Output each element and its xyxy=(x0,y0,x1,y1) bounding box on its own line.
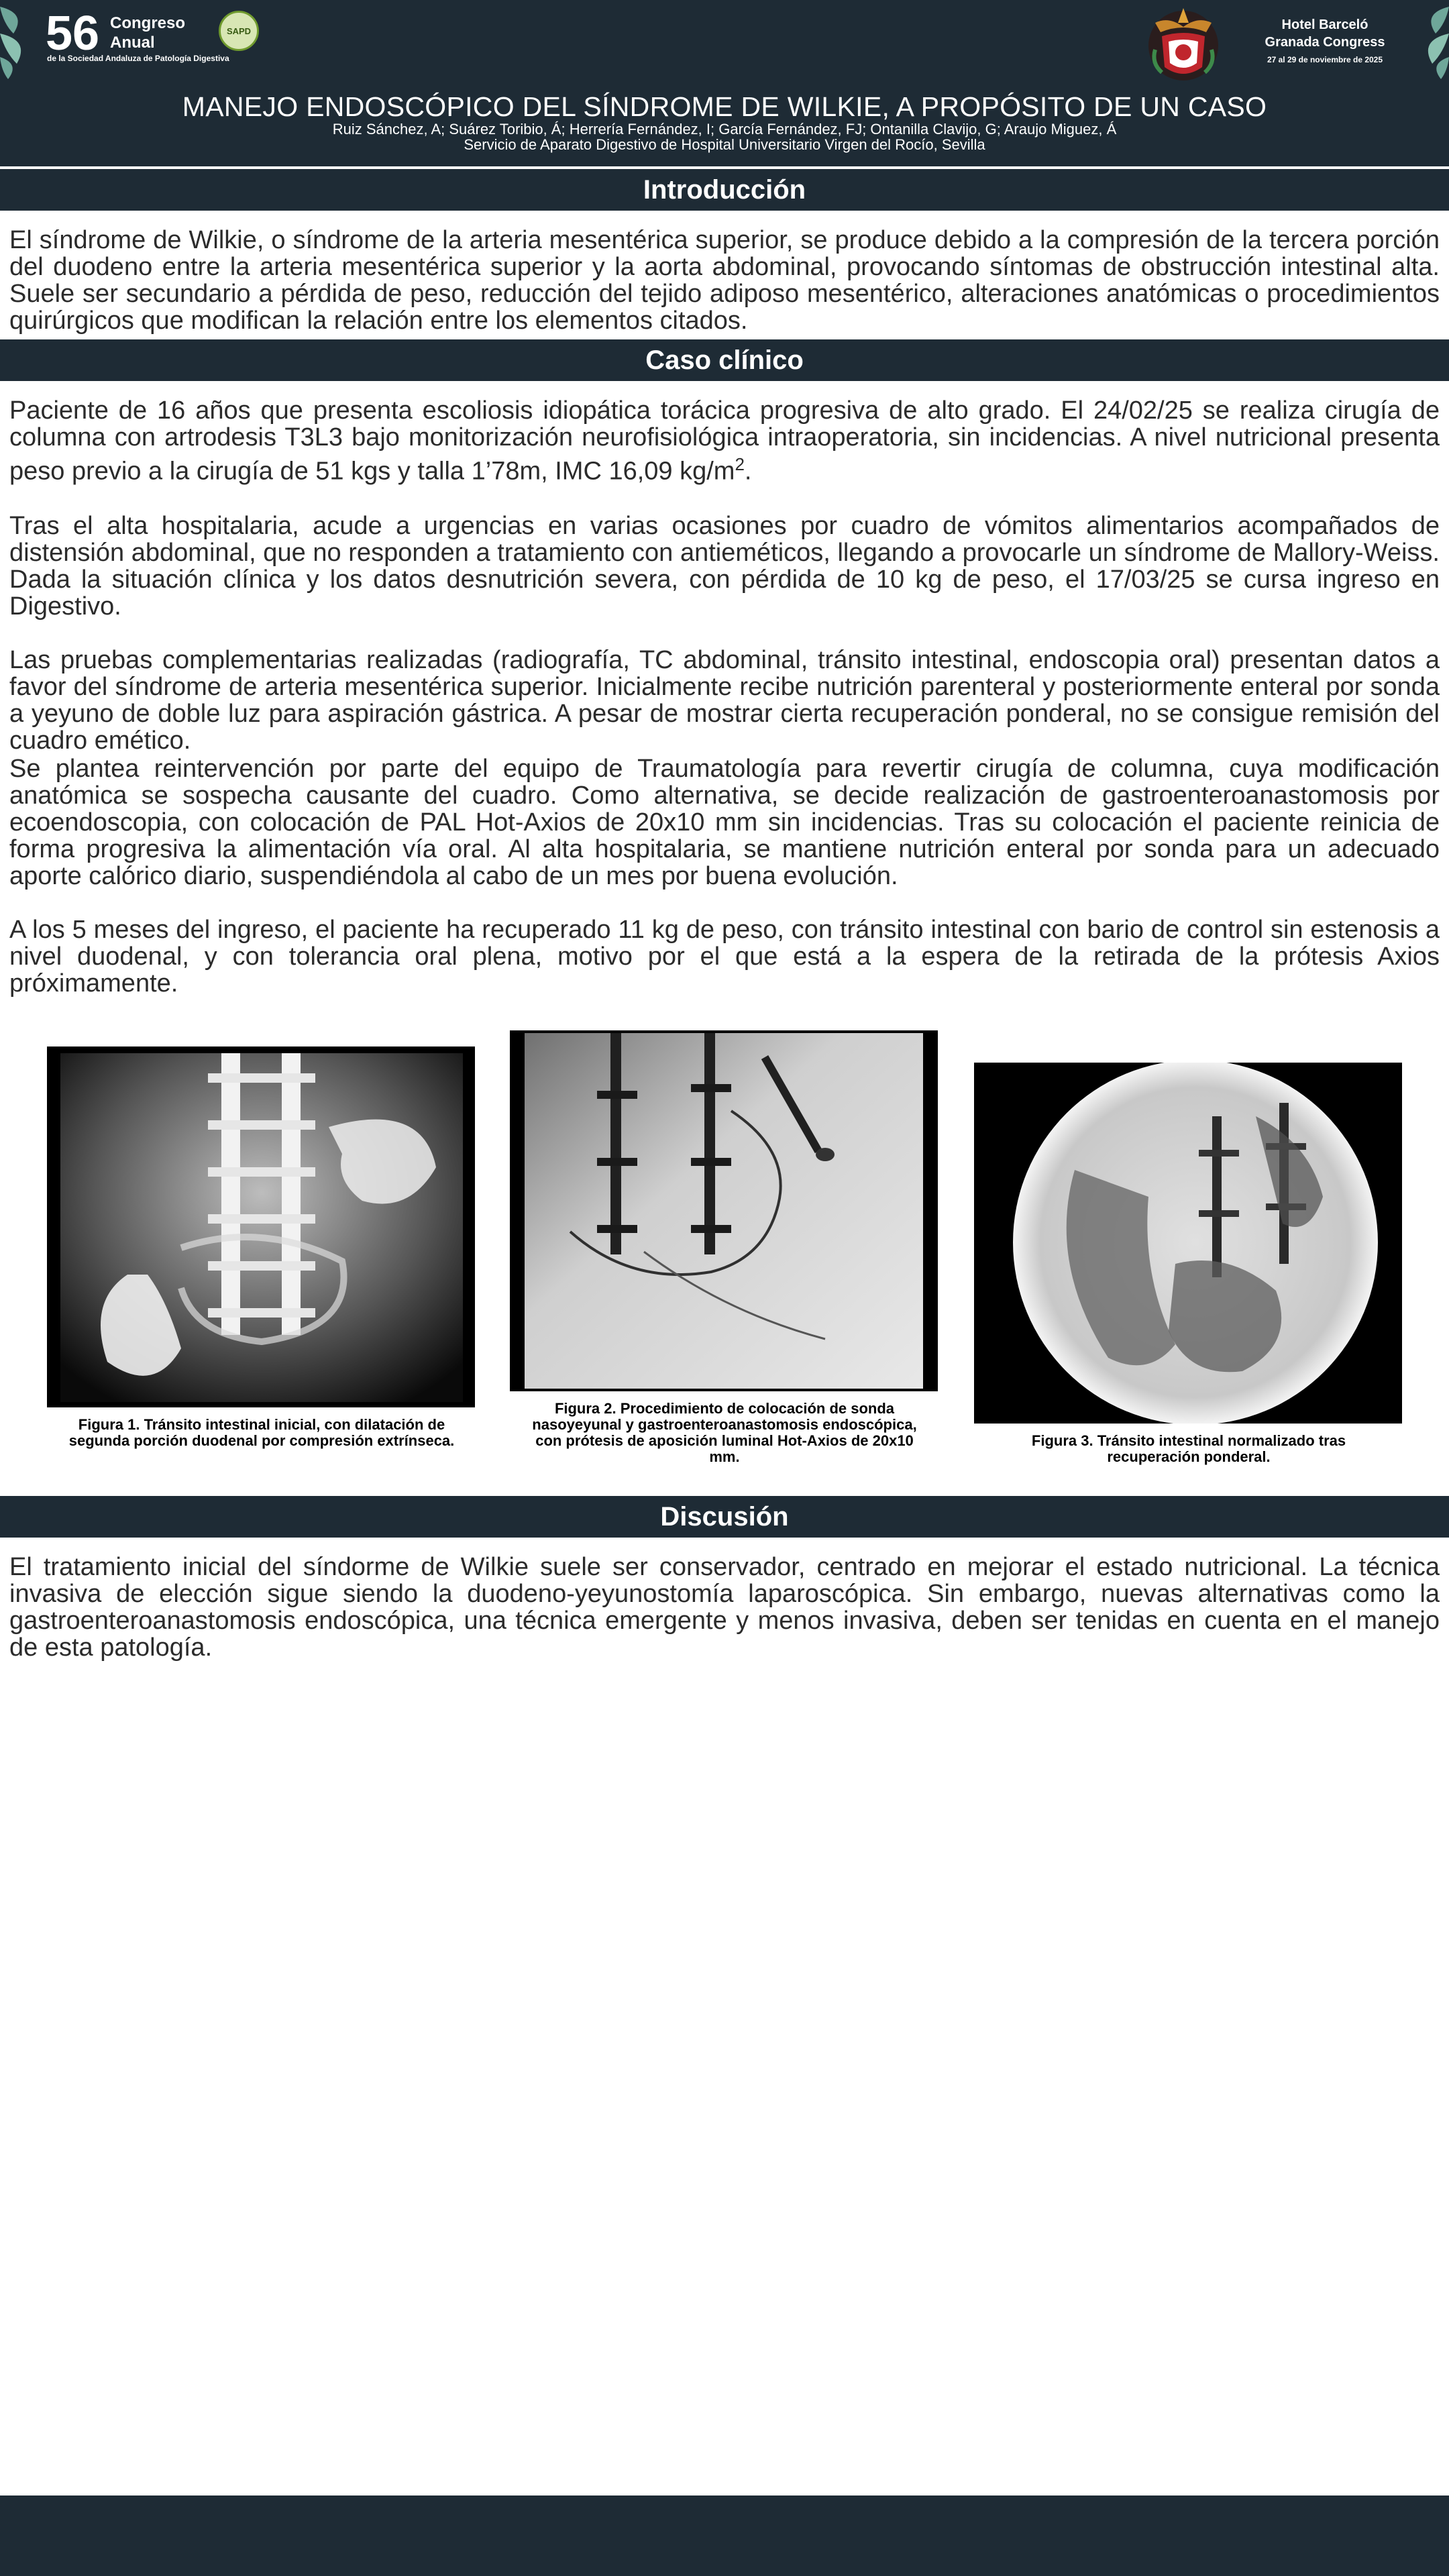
poster-title: MANEJO ENDOSCÓPICO DEL SÍNDROME DE WILKIE, A PROPÓSITO DE UN CASO xyxy=(182,91,1267,122)
congress-label-line1: Congreso xyxy=(110,14,186,32)
figure-2-image xyxy=(510,1030,938,1391)
caso-paragraph-2: Tras el alta hospitalaria, acude a urgencias en varias ocasiones por cuadro de vómitos alimentarios acompañados de distensión abdominal, que no responden a tratamiento con antieméticos, llegando a provocarle un síndrome de Mallory-Weiss. Dada la situación clínica y los datos desnutrición severa, con pérdida de 10 kg de peso, el 17/03/25 se cursa ingreso en Digestivo. xyxy=(9,512,1440,621)
figure-1-caption: Figura 1. Tránsito intestinal inicial, con dilatación de segunda porción duodenal por compresión extrínseca. xyxy=(68,1416,455,1449)
section-heading-caso-clinico: Caso clínico xyxy=(0,339,1449,381)
leaf-decoration-left-icon xyxy=(0,0,40,80)
introduccion-text: El síndrome de Wilkie, o síndrome de la arteria mesentérica superior, se produce debido a la compresión de la tercera porción del duodeno entre la arteria mesentérica superior y la aorta abdominal, provocando síntomas de obstrucción intestinal alta. Suele ser secundario a pérdida de peso, reducción del tejido adiposo mesentérico, alteraciones anatómicas o procedimientos quirúrgicos que modifican la relación entre los elementos citados. xyxy=(9,226,1440,335)
caso-paragraph-1-text: Paciente de 16 años que presenta escoliosis idiopática torácica progresiva de alto grado. El 24/02/25 se realiza cirugía de columna con artrodesis T3L3 bajo monitorización neurofisiológica intraoperatoria, sin incidencias. A nivel nutricional presenta peso previo a la cirugía de 51 kgs y talla 1’78m, IMC 16,09 kg/m xyxy=(9,396,1440,486)
figure-3-image xyxy=(974,1063,1402,1424)
section-heading-discusion: Discusión xyxy=(0,1496,1449,1538)
caso-paragraph-4: Se plantea reintervención por parte del equipo de Traumatología para revertir cirugía de columna, cuya modificación anatómica se sospecha causante del cuadro. Como alternativa, se decide realización de gastroenteroanastomosis por ecoendoscopia, con colocación de PAL Hot-Axios de 20x10 mm sin incidencias. Tras su colocación el paciente reinicia de forma progresiva la alimentación vía oral. Al alta hospitalaria, se mantiene nutrición enteral por sonda para un adecuado aporte calórico diario, suspendiéndola al cabo de un mes por buena evolución. xyxy=(9,755,1440,890)
caso-paragraph-5: A los 5 meses del ingreso, el paciente ha recuperado 11 kg de peso, con tránsito intestinal con bario de control sin estenosis a nivel duodenal, y con tolerancia oral plena, motivo por el que está a la espera de la retirada de la prótesis Axios próximamente. xyxy=(9,916,1440,998)
venue-dates: 27 al 29 de noviembre de 2025 xyxy=(1267,55,1383,64)
caso-paragraph-3: Las pruebas complementarias realizadas (radiografía, TC abdominal, tránsito intestinal, endoscopia oral) presentan datos a favor del síndrome de arteria mesentérica superior. Inicialmente recibe nutrición parenteral y posteriormente enteral por sonda a yeyuno de doble luz para aspiración gástrica. A pesar de mostrar cierta recuperación ponderal, no se consigue remisión del cuadro emético. xyxy=(9,646,1440,755)
society-name: de la Sociedad Andaluza de Patología Digestiva xyxy=(47,54,229,63)
congress-label xyxy=(110,13,185,52)
discusion-text: El tratamiento inicial del síndorme de Wilkie suele ser conservador, centrado en mejorar el estado nutricional. La técnica invasiva de elección sigue siendo la duodeno-yeyunostomía laparoscópica. Sin embargo, nuevas alternativas como la gastroenteroanastomosis endoscópica, una técnica emergente y menos invasiva, deben ser tenidas en cuenta en el manejo de esta patología. xyxy=(9,1553,1440,1662)
figure-3-caption: Figura 3. Tránsito intestinal normalizado tras recuperación ponderal. xyxy=(1031,1432,1346,1465)
figure-2-caption: Figura 2. Procedimiento de colocación de sonda nasoyeyunal y gastroenteroanastomosis endoscópica, con prótesis de aposición luminal Hot-Axios de 20x10 mm. xyxy=(532,1400,917,1465)
authors: Ruiz Sánchez, A; Suárez Toribio, Á; Herrería Fernández, I; García Fernández, FJ; Ontanilla Clavijo, G; Araujo Miguez, Á xyxy=(332,121,1117,138)
venue-line1: Hotel Barceló xyxy=(1281,17,1368,32)
superscript-2: 2 xyxy=(735,454,745,474)
congress-label-line2: Anual xyxy=(110,34,155,52)
venue-info xyxy=(1248,16,1402,64)
congress-number: 56 xyxy=(46,7,100,60)
poster-footer xyxy=(0,2496,1449,2576)
granada-emblem-icon xyxy=(1142,3,1225,86)
venue-name xyxy=(1248,16,1402,51)
poster-header xyxy=(0,0,1449,166)
leaf-decoration-right-icon xyxy=(1409,0,1449,80)
caso-paragraph-1 xyxy=(9,397,1440,485)
caso-paragraph-1-end: . xyxy=(744,457,752,486)
sapd-logo: SAPD xyxy=(219,11,259,51)
figure-1-image xyxy=(47,1046,475,1407)
affiliation: Servicio de Aparato Digestivo de Hospital Universitario Virgen del Rocío, Sevilla xyxy=(464,136,985,153)
section-heading-introduccion: Introducción xyxy=(0,169,1449,211)
venue-line2: Granada Congress xyxy=(1265,35,1385,50)
